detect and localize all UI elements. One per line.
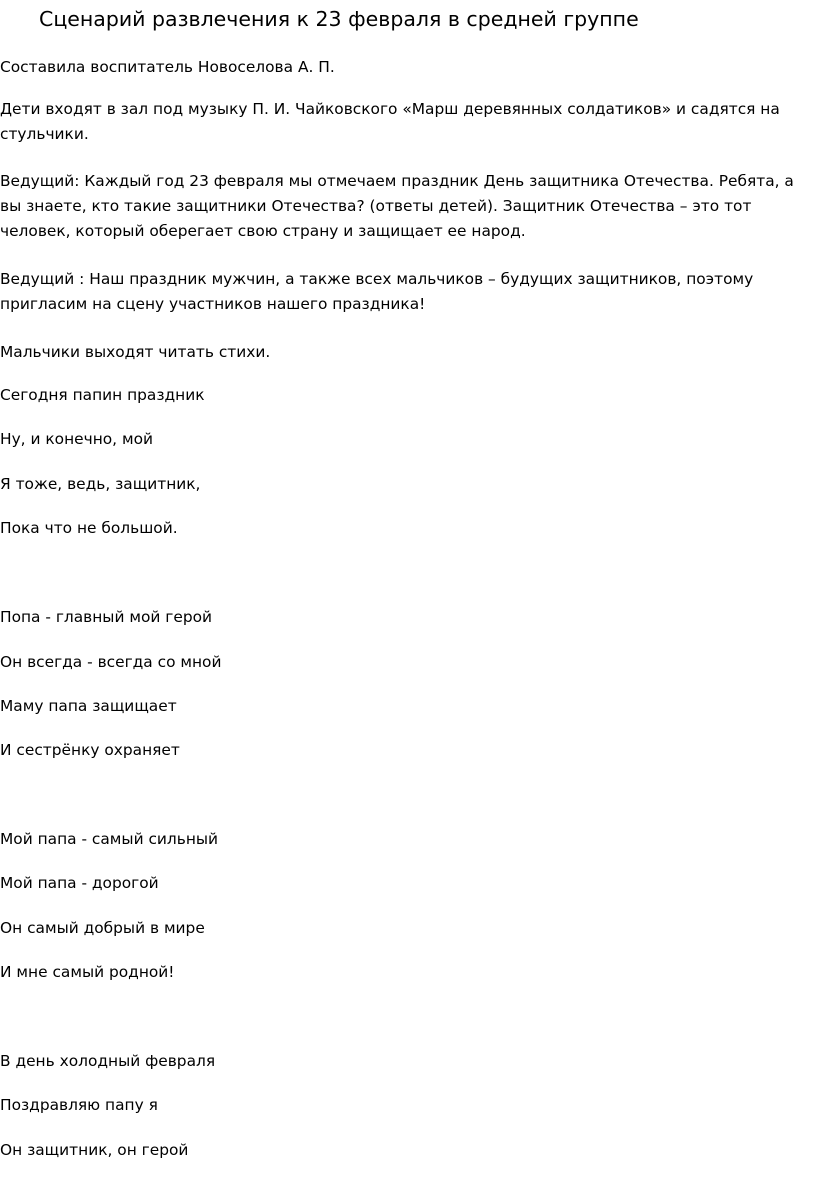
boys-stage-direction: Мальчики выходят читать стихи. [0, 343, 271, 361]
author-line: Составила воспитатель Новоселова А. П. [0, 58, 335, 76]
poem-line: И мне самый родной! [0, 963, 175, 981]
intro-paragraph: Дети входят в зал под музыку П. И. Чайковского «Марш деревянных солдатиков» и садятся на стульчики. [0, 100, 780, 143]
poem-line: Мой папа - дорогой [0, 874, 159, 892]
poem-line: Маму папа защищает [0, 697, 177, 715]
poem-line: Он защитник, он герой [0, 1141, 189, 1159]
poem-line: Он всегда - всегда со мной [0, 653, 222, 671]
poem-line: Ну, и конечно, мой [0, 430, 153, 448]
poem-line: И сестрёнку охраняет [0, 741, 180, 759]
poem-line: Попа - главный мой герой [0, 608, 213, 626]
poem-line: Пока что не большой. [0, 519, 178, 537]
poem-line: Я тоже, ведь, защитник, [0, 475, 201, 493]
host-speech-2: Ведущий : Наш праздник мужчин, а также всех мальчиков – будущих защитников, поэтому пригласим на сцену участников нашего праздника! [0, 270, 754, 313]
document-title: Сценарий развлечения к 23 февраля в средней группе [39, 7, 639, 31]
host-speech-1: Ведущий: Каждый год 23 февраля мы отмечаем праздник День защитника Отечества. Ребята, а вы знаете, кто такие защитники Отечества? (ответы детей). Защитник Отечества – это тот человек, который оберегает свою страну и защищает ее народ. [0, 172, 794, 240]
poem-line: Он самый добрый в мире [0, 919, 205, 937]
poem-line: Поздравляю папу я [0, 1096, 158, 1114]
poem-line: Мой папа - самый сильный [0, 830, 219, 848]
poem-line: Сегодня папин праздник [0, 386, 205, 404]
poem-line: В день холодный февраля [0, 1052, 216, 1070]
